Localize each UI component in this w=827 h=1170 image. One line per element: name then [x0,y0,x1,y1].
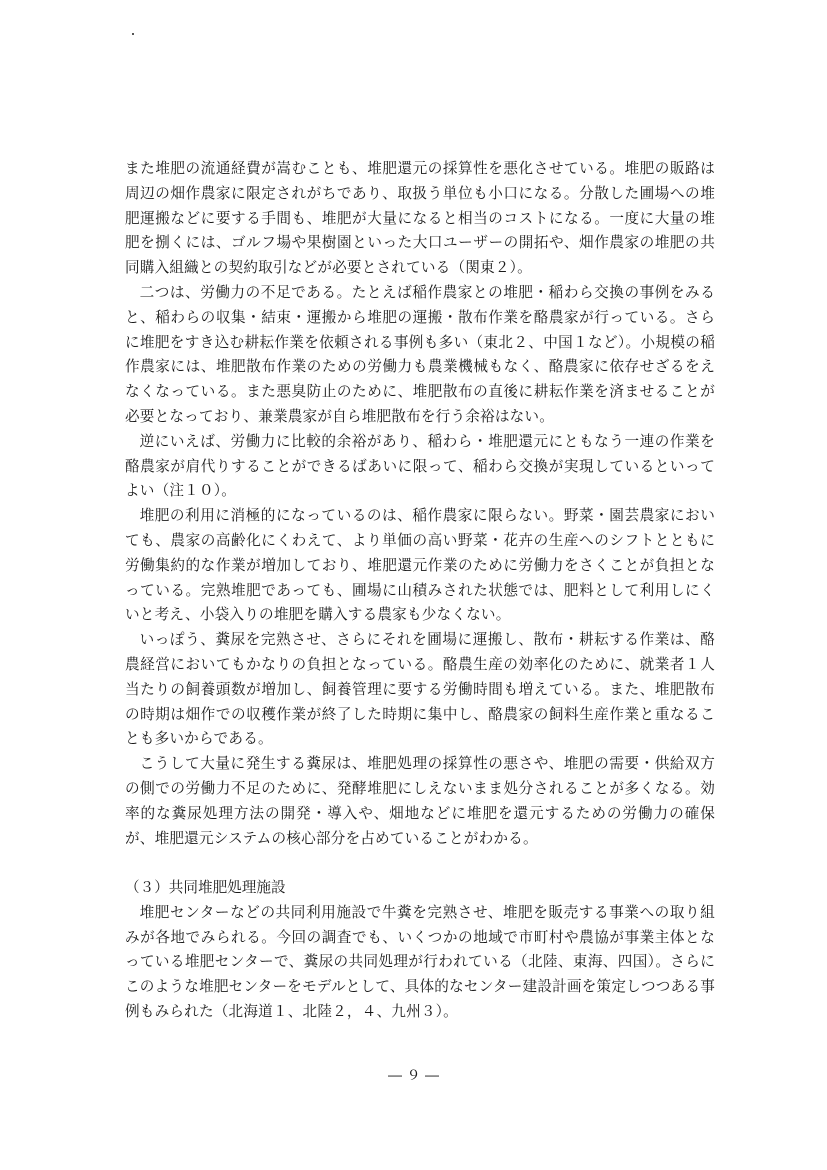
section-heading: （３）共同堆肥処理施設 [125,879,286,896]
paragraph-6: こうして大量に発生する糞尿は、堆肥処理の採算性の悪さや、堆肥の需要・供給双方の側での労働力不足のために、発酵堆肥にしえないまま処分されることが多くなる。効率的な糞尿処理方法の開発・導入や、畑地などに堆肥を還元するための労働力の確保が、堆肥還元システムの核心部分を占めていることがわかる。 [125,755,715,847]
body-text [125,157,715,851]
scan-speck [132,33,134,35]
paragraph-2: 二つは、労働力の不足である。たとえば稲作農家との堆肥・稲わら交換の事例をみると、稲わらの収集・結束・運搬から堆肥の運搬・散布作業を酪農家が行っている。さらに堆肥をすき込む耕耘作業を依頼される事例も多い（東北２、中国１など）。小規模の稲作農家には、堆肥散布作業のための労働力も農業機械もなく、酪農家に依存せざるをえなくなっている。また悪臭防止のために、堆肥散布の直後に耕耘作業を済ませることが必要となっており、兼業農家が自ら堆肥散布を行う余裕はない。 [125,283,715,425]
paragraph-3: 逆にいえば、労働力に比較的余裕があり、稲わら・堆肥還元にともなう一連の作業を酪農家が肩代りすることができるばあいに限って、稲わら交換が実現しているといってよい（注１０）。 [125,432,715,500]
page-number: ― ９ ― [388,1068,439,1084]
paragraph-4: 堆肥の利用に消極的になっているのは、稲作農家に限らない。野菜・園芸農家においても、農家の高齢化にくわえて、より単価の高い野菜・花卉の生産へのシフトとともに労働集約的な作業が増加しており、堆肥還元作業のために労働力をさくことが負担となっている。完熟堆肥であっても、圃場に山積みされた状態では、肥料として利用しにくいと考え、小袋入りの堆肥を購入する農家も少なくない。 [125,507,715,624]
section-3 [125,876,715,1025]
paragraph-5: いっぽう、糞尿を完熟させ、さらにそれを圃場に運搬し、散布・耕耘する作業は、酪農経営においてもかなりの負担となっている。酪農生産の効率化のために、就業者１人当たりの飼養頭数が増加し、飼養管理に要する労働時間も増えている。また、堆肥散布の時期は畑作での収穫作業が終了した時期に集中し、酪農家の飼料生産作業と重なることも多いからである。 [125,631,715,748]
paragraph-1: また堆肥の流通経費が嵩むことも、堆肥還元の採算性を悪化させている。堆肥の販路は周辺の畑作農家に限定されがちであり、取扱う単位も小口になる。分散した圃場への堆肥運搬などに要する手間も、堆肥が大量になると相当のコストになる。一度に大量の堆肥を捌くには、ゴルフ場や果樹園といった大口ユーザーの開拓や、畑作農家の堆肥の共同購入組織との契約取引などが必要とされている（関東２）。 [125,160,715,277]
section-paragraph: 堆肥センターなどの共同利用施設で牛糞を完熟させ、堆肥を販売する事業への取り組みが各地でみられる。今回の調査でも、いくつかの地域で市町村や農協が事業主体となっている堆肥センターで、糞尿の共同処理が行われている（北陸、東海、四国）。さらにこのような堆肥センターをモデルとして、具体的なセンター建設計画を策定しつつある事例もみられた（北海道１、北陸２，４、九州３）。 [125,903,715,1020]
